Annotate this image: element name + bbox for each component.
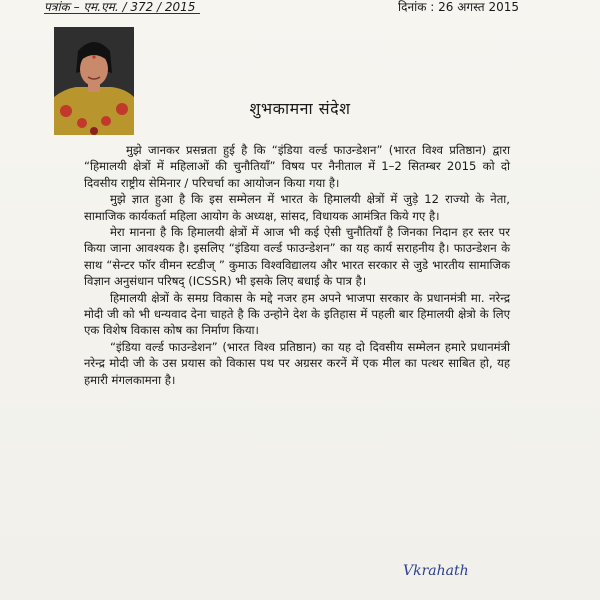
letter-title: शुभकामना संदेश [249,99,351,118]
letter-body [84,142,510,388]
paragraph-5: “इंडिया वर्ल्ड फाउन्डेशन” (भारत विश्व प्रतिष्ठान) का यह दो दिवसीय सम्मेलन हमारे प्रधानमंत्री नरेन्द्र मोदी जी के उस प्रयास को विकास पथ पर अग्रसर करनें में एक मील का पत्थर साबित हो, यह हमारी मंगलकामना है। [84,339,510,387]
signature-text: Vkrahath [403,563,469,579]
reference-number: पत्रांक – एम.एम. / 372 / 2015 [44,0,196,14]
reference-underline [44,13,200,14]
signature [403,560,469,579]
paragraph-3: मेरा मानना है कि हिमालयी क्षेत्रों में आज भी कई ऐसी चुनौतियाँ है जिनका निदान हर स्तर पर किया जाना आवश्यक है। इसलिए “इंडिया वर्ल्ड फाउन्डेशन” का यह कार्य सराहनीय है। फाउन्डेशन के साथ “सेन्टर फॉर वीमन स्टडीज् ” कुमाऊ विश्वविद्यालय और भारत सरकार से जुडे भारतीय सामाजिक विज्ञान अनुसंधान परिषद् (ICSSR) भी इसके लिए बधाई के पात्र है। [84,225,510,289]
letter-date: दिनांक : 26 अगस्त 2015 [398,0,520,14]
paragraph-1: मुझे जानकर प्रसन्नता हुई है कि “इंडिया वर्ल्ड फाउन्डेशन” (भारत विश्व प्रतिष्ठान) द्वारा “हिमालयी क्षेत्रों में महिलाओं की चुनौतियाँ” विषय पर नैनीताल में 1–2 सितम्बर 2015 को दो दिवसीय राष्ट्रीय सेमिनार / परिचर्चा का आयोजन किया गया है। [84,143,510,190]
paragraph-2: मुझे ज्ञात हुआ है कि इस सम्मेलन में भारत के हिमालयी क्षेत्रों में जुड़े 12 राज्यो के नेता, सामाजिक कार्यकर्ता महिला आयोग के अध्यक्ष, सांसद, विधायक आमंत्रित किये गए है। [84,192,510,223]
paragraph-4: हिमालयी क्षेत्रों के समग्र विकास के मद्दे नजर हम अपने भाजपा सरकार के प्रधानमंत्री मा. नरेन्द्र मोदी जी को भी धन्यवाद देना चाहते है कि उन्होने देश के इतिहास में पहली बार हिमालयी क्षेत्रो के लिए एक विशेष विकास कोष का निर्माण किया। [84,290,510,338]
